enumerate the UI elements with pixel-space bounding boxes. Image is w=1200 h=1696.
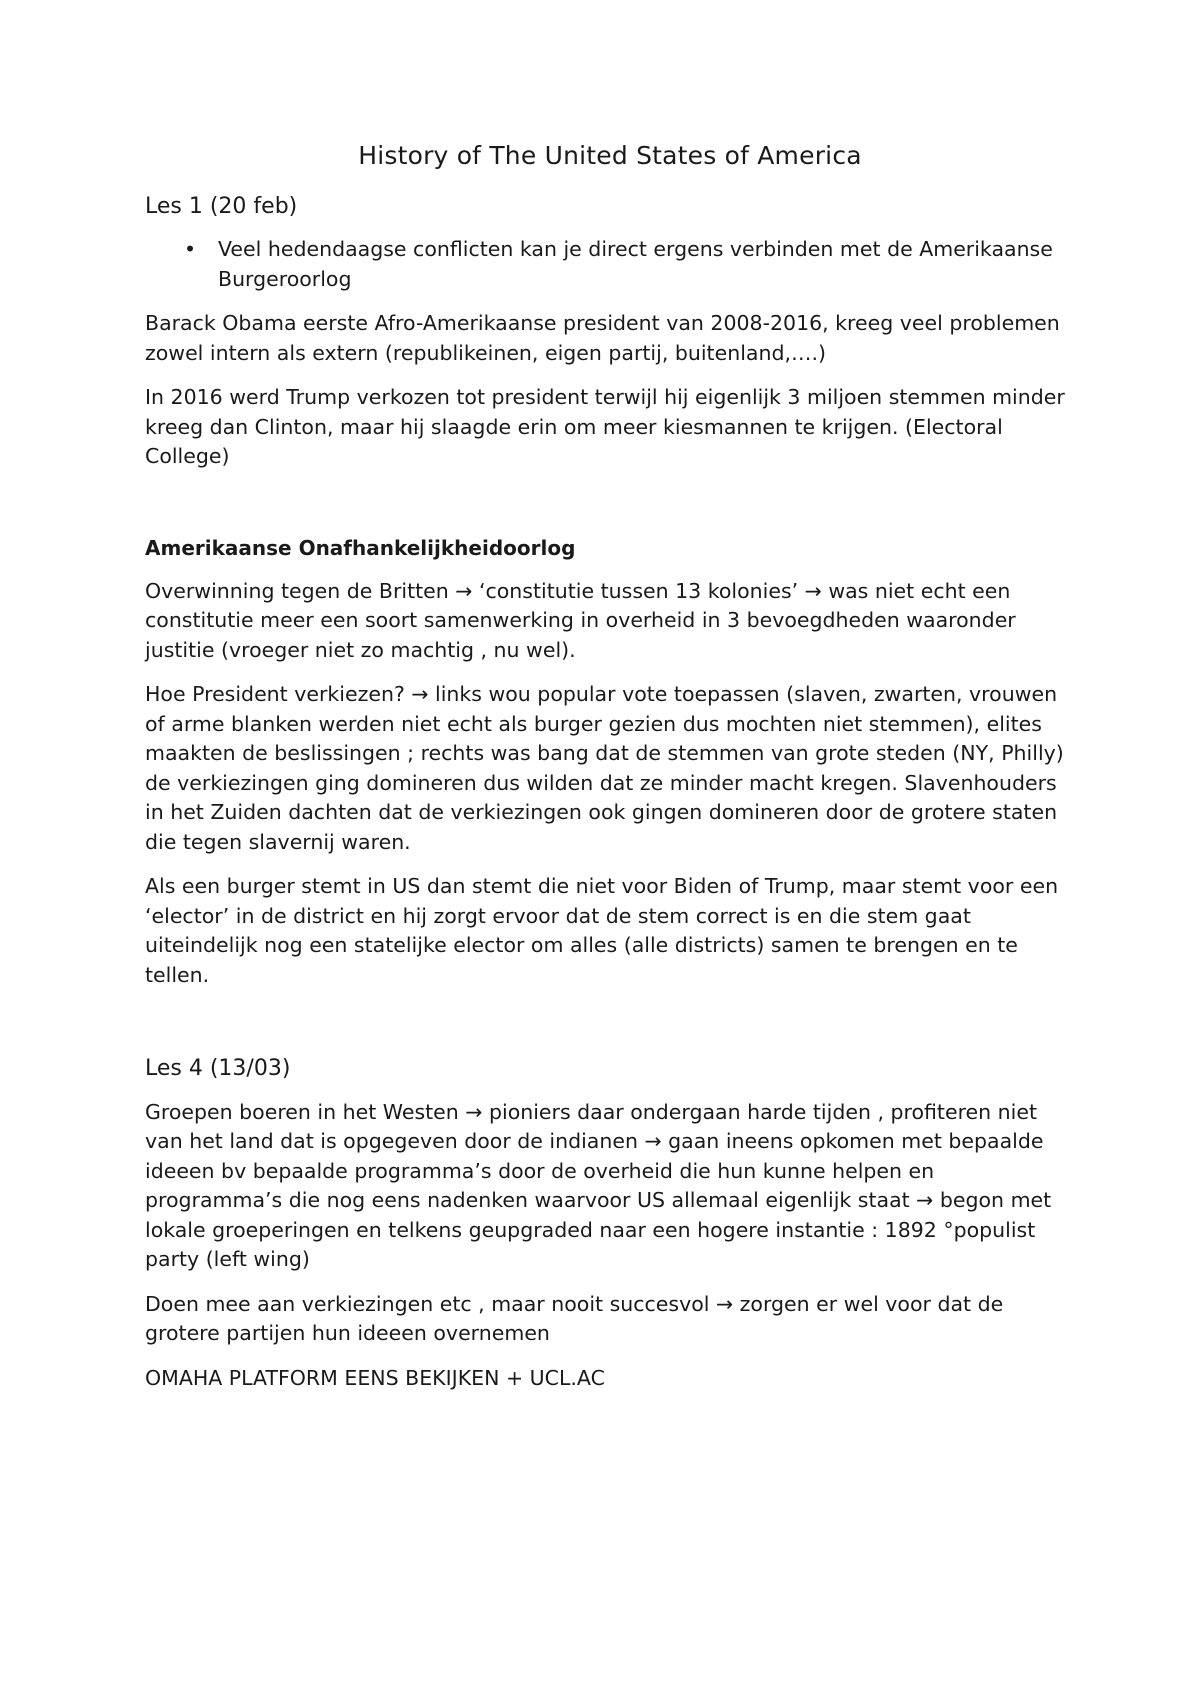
blank-line — [145, 487, 1075, 535]
paragraph-trump-2016: In 2016 werd Trump verkozen tot president terwijl hij eigenlijk 3 miljoen stemmen minder kreeg dan Clinton, maar hij slaagde erin om meer kiesmannen te krijgen. (Electoral College) — [145, 385, 1065, 469]
document-title: History of The United States of America — [358, 141, 862, 170]
paragraph-britten: Overwinning tegen de Britten → ‘constitutie tussen 13 kolonies’ → was niet echt een constitutie meer een soort samenwerking in overheid in 3 bevoegdheden waaronder justitie (vroeger niet zo machtig , nu wel). — [145, 578, 1016, 662]
paragraph-omaha: OMAHA PLATFORM EENS BEKIJKEN + UCL.AC — [145, 1365, 605, 1390]
blank-line — [145, 1005, 1075, 1055]
list-item — [184, 235, 1075, 294]
bullet-list — [145, 235, 1075, 294]
section-heading-les-1: Les 1 (20 feb) — [145, 193, 298, 219]
paragraph-boeren-westen: Groepen boeren in het Westen → pioniers daar ondergaan harde tijden , profiteren niet van het land dat is opgegeven door de indianen → gaan ineens opkomen met bepaalde ideeen bv bepaalde programma’s door de overheid die hun kunne helpen en programma’s die nog eens nadenken waarvoor US allemaal eigenlijk staat → begon met lokale groeperingen en telkens geupgraded naar een hogere instantie : 1892 °populist party (left wing) — [145, 1099, 1052, 1272]
paragraph-president-verkiezen: Hoe President verkiezen? → links wou popular vote toepassen (slaven, zwarten, vrouwen of arme blanken werden niet echt als burger gezien dus mochten niet stemmen), elites maakten de beslissingen ; rechts was bang dat de stemmen van grote steden (NY, Philly) de verkiezingen ging domineren dus wilden dat ze minder macht kregen. Slavenhouders in het Zuiden dachten dat de verkiezingen ook gingen domineren door de grotere staten die tegen slavernij waren. — [145, 682, 1064, 854]
list-item-text: Veel hedendaagse conflicten kan je direct ergens verbinden met de Amerikaanse Burgeroorlog — [218, 237, 1053, 291]
document-page — [145, 140, 1075, 1408]
section-heading-onafhankelijkheidsoorlog: Amerikaanse Onafhankelijkheidoorlog — [145, 535, 576, 560]
paragraph-elector: Als een burger stemt in US dan stemt die niet voor Biden of Trump, maar stemt voor een ‘elector’ in de district en hij zorgt ervoor dat de stem correct is en die stem gaat uiteindelijk nog een statelijke elector om alles (alle districts) samen te brengen en te tellen. — [145, 874, 1059, 987]
section-heading-les-4: Les 4 (13/03) — [145, 1056, 291, 1082]
paragraph-verkiezingen: Doen mee aan verkiezingen etc , maar nooit succesvol → zorgen er wel voor dat de grotere partijen hun ideeen overnemen — [145, 1291, 1004, 1346]
paragraph-obama: Barack Obama eerste Afro-Amerikaanse president van 2008-2016, kreeg veel problemen zowel intern als extern (republikeinen, eigen partij, buitenland,….) — [145, 311, 1060, 365]
bullet-icon: • — [184, 237, 197, 262]
